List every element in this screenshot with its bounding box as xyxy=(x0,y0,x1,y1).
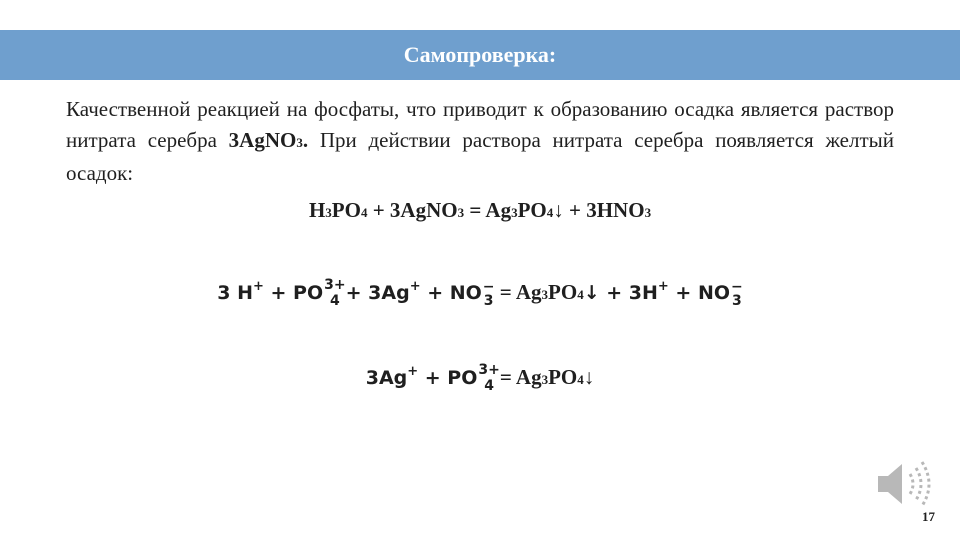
header-bar xyxy=(0,30,960,80)
intro-text-2: При действии раствора нитрата серебра появляется желтый осадок: xyxy=(66,128,895,185)
intro-reagent: 3AgNO3. xyxy=(228,128,309,152)
page-number: 17 xyxy=(922,509,935,524)
nitrate-ion-scripts-2: − 3 xyxy=(731,279,743,310)
short-ionic-equation: 3Ag+ + PO 3+ 4 = Ag3PO4↓ xyxy=(365,362,595,395)
phosphate-ion-scripts-short: 3+ 4 xyxy=(478,362,500,395)
full-ionic-equation: 3 H+ + PO 3+ 4 + 3Ag+ + NO − 3 = Ag3PO4↓ + 3H+ + NO − 3 xyxy=(217,277,743,310)
intro-paragraph xyxy=(66,94,894,189)
intro-text-1: Качественной реакцией на фосфаты, что приводит к образованию осадка является раствор нитрата серебра xyxy=(66,97,894,152)
speaker-icon[interactable] xyxy=(872,456,936,512)
molecular-equation: H3PO4 + 3AgNO3 = Ag3PO4↓ + 3HNO3 xyxy=(308,198,652,222)
nitrate-ion-scripts: − 3 xyxy=(482,279,495,310)
phosphate-ion-scripts: 3+ 4 xyxy=(324,277,346,310)
slide-title: Самопроверка: xyxy=(403,42,557,67)
